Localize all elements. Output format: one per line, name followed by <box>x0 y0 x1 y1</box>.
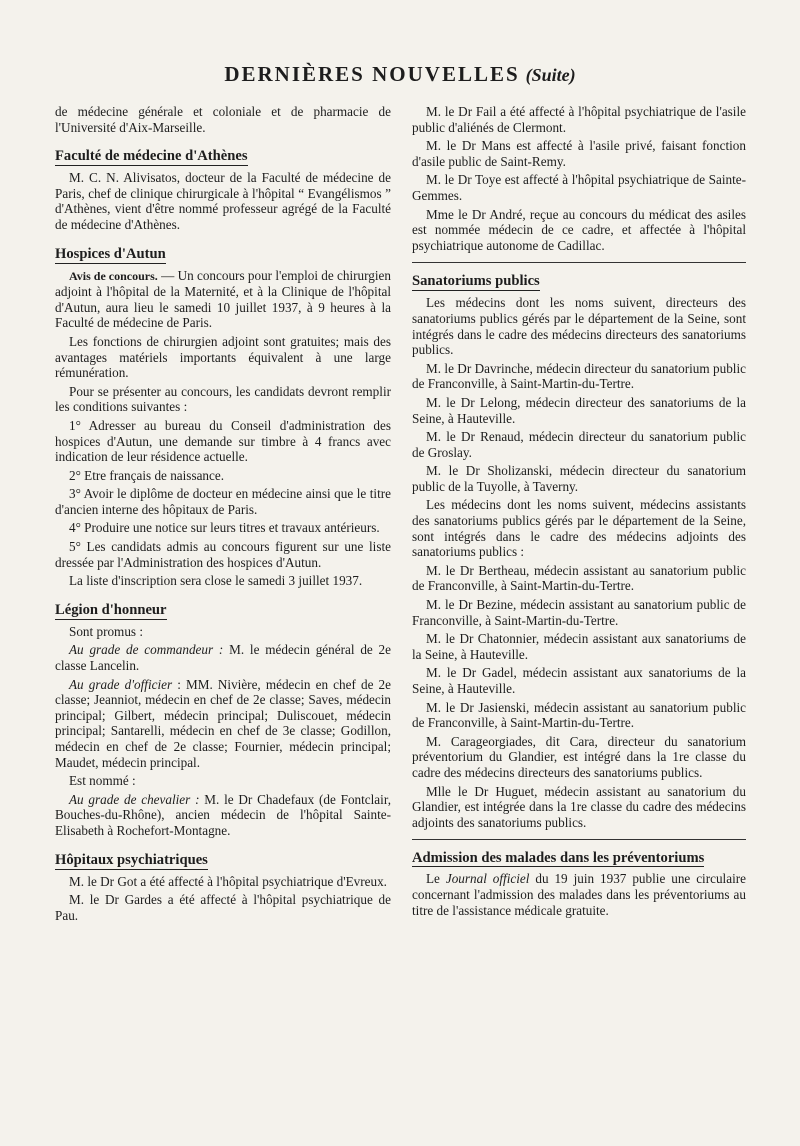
paragraph <box>412 871 746 918</box>
paragraph: M. le Dr Davrinche, médecin directeur du sanatorium public de Franconville, à Saint-Martin-du-Tertre. <box>412 360 746 392</box>
paragraph: La liste d'inscription sera close le samedi 3 juillet 1937. <box>69 573 363 589</box>
grade-text: M. le médecin général de 2e classe Lancelin. <box>55 642 392 674</box>
paragraph: Les fonctions de chirurgien adjoint sont gratuites; mais des avantages matériels importants équivalent à une large rémunération. <box>55 333 391 381</box>
section-title-hopitaux: Hôpitaux psychiatriques <box>55 851 208 868</box>
paragraph: M. le Dr Bertheau, médecin assistant au sanatorium public de Franconville, à Saint-Martin-du-Tertre. <box>412 562 746 594</box>
paragraph: 4° Produire une notice sur leurs titres et travaux antérieurs. <box>69 520 380 536</box>
header-title: DERNIÈRES NOUVELLES <box>224 62 520 86</box>
grade-label: Au grade de chevalier : <box>69 791 200 807</box>
paragraph: Les médecins dont les noms suivent, directeurs des sanatoriums publics gérés par le département de la Seine, sont intégrés dans le cadre des médecins directeurs des sanatoriums publics. <box>412 295 746 358</box>
section-divider <box>412 839 746 840</box>
paragraph <box>55 642 391 673</box>
paragraph: M. le Dr Renaud, médecin directeur du sanatorium public de Groslay. <box>412 429 746 460</box>
paragraph: M. Carageorgiades, dit Cara, directeur du sanatorium préventorium du Glandier, est intégré dans la 1re classe du cadre des médecins directeurs des sanatoriums publics. <box>412 733 746 780</box>
paragraph: M. le Dr Lelong, médecin directeur des sanatoriums de la Seine, à Hauteville. <box>412 394 746 426</box>
notice-lead: Avis de concours. <box>69 268 158 283</box>
paragraph <box>55 792 391 839</box>
paragraph: Pour se présenter au concours, les candidats devront remplir les conditions suivantes : <box>55 383 391 415</box>
section-title-text: Admission des malades dans les préventoriums <box>412 850 705 867</box>
header-suite: (Suite) <box>525 65 576 85</box>
section-title-autun: Hospices d'Autun <box>55 245 166 262</box>
grade-label: Au grade d'officier <box>69 676 173 692</box>
paragraph: de médecine générale et coloniale et de pharmacie de l'Université d'Aix-Marseille. <box>55 104 391 135</box>
paragraph: M. le Dr Toye est affecté à l'hôpital psychiatrique de Sainte-Gemmes. <box>412 172 746 203</box>
section-divider <box>412 262 746 263</box>
paragraph: M. le Dr Bezine, médecin assistant au sanatorium public de Franconville, à Saint-Martin-du-Tertre. <box>412 597 746 628</box>
paragraph: M. le Dr Jasienski, médecin assistant au sanatorium public de Franconville, à Saint-Martin-du-Tertre. <box>412 699 746 731</box>
right-column <box>412 104 746 921</box>
paragraph: 2° Etre français de naissance. <box>69 467 225 483</box>
paragraph: M. le Dr Sholizanski, médecin directeur du sanatorium public de la Tuyolle, à Taverny. <box>412 463 746 494</box>
notice-text: — Un concours pour l'emploi de chirurgien adjoint à l'hôpital de la Maternité, et à la Clinique de l'hôpital d'Autun, aura lieu le samedi 10 juillet 1937, à 9 heures à la Faculté de médecine de Paris. <box>55 267 392 331</box>
paragraph: M. le Dr Mans est affecté à l'asile privé, faisant fonction d'asile public de Saint-Remy. <box>412 138 746 169</box>
paragraph: Sont promus : <box>69 623 144 639</box>
paragraph <box>55 268 391 331</box>
paragraph <box>55 677 391 771</box>
grade-label: Au grade de commandeur : <box>69 642 224 658</box>
paragraph: M. le Dr Chatonnier, médecin assistant aux sanatoriums de la Seine, à Hauteville. <box>412 631 746 662</box>
left-column <box>55 104 391 926</box>
paragraph: M. le Dr Fail a été affecté à l'hôpital psychiatrique de l'asile public d'aliénés de Clermont. <box>412 104 746 135</box>
paragraph: M. le Dr Got a été affecté à l'hôpital psychiatrique d'Evreux. <box>69 873 387 889</box>
grade-text: M. le Dr Chadefaux (de Fontclair, Bouches-du-Rhône), ancien médecin de l'hôpital Sainte-Elisabeth à Rochefort-Montagne. <box>55 791 391 838</box>
paragraph: 5° Les candidats admis au concours figurent sur une liste dressée par l'Administration des hospices d'Autun. <box>55 539 391 570</box>
paragraph: 3° Avoir le diplôme de docteur en médecine ainsi que le titre d'ancien interne des hôpitaux de Paris. <box>55 486 391 517</box>
paragraph: M. le Dr Gardes a été affecté à l'hôpital psychiatrique de Pau. <box>55 892 391 923</box>
paragraph: M. C. N. Alivisatos, docteur de la Faculté de médecine de Paris, chef de clinique chirurgicale à l'hôpital “ Evangélismos ” d'Athènes, vient d'être nommé professeur agrégé de la Faculté de médecine d'Athènes. <box>55 170 391 232</box>
paragraph: Mlle le Dr Huguet, médecin assistant au sanatorium du Glandier, est intégrée dans la 1re classe du cadre des médecins adjoints des sanatoriums publics. <box>412 783 746 830</box>
section-title-sanatoriums: Sanatoriums publics <box>412 273 540 290</box>
page-header <box>0 62 800 87</box>
section-title-preventoriums <box>412 850 746 867</box>
section-title-athenes: Faculté de médecine d'Athènes <box>55 148 248 165</box>
section-title-legion: Légion d'honneur <box>55 601 167 618</box>
paragraph: 1° Adresser au bureau du Conseil d'administration des hospices d'Autun, une demande sur timbre à 4 francs avec indication de leur résidence actuelle. <box>55 417 391 465</box>
paragraph: Est nommé : <box>69 773 136 789</box>
grade-text: : MM. Nivière, médecin en chef de 2e classe; Jeanniot, médecin en chef de 2e classe; Saves, médecin principal; Gilbert, médecin principal; Duliscouet, médecin principal; Santarelli, médecin en chef de 3e classe; Godillon, médecin en chef de 2e classe; Fournier, médecin principal; Maudet, médecin principal. <box>55 676 391 770</box>
paragraph: Les médecins dont les noms suivent, médecins assistants des sanatoriums publics gérés par le département de la Seine, sont intégrés dans le cadre des médecins adjoints des sanatoriums publics : <box>412 497 746 560</box>
journal-title: Journal officiel <box>445 871 530 887</box>
paragraph: M. le Dr Gadel, médecin assistant aux sanatoriums de la Seine, à Hauteville. <box>412 665 746 696</box>
text: Le <box>426 871 446 887</box>
paragraph: Mme le Dr André, reçue au concours du médicat des asiles est nommée médecin de ce cadre, et affectée à l'hôpital psychiatrique autonome de Cadillac. <box>412 206 746 253</box>
text: du 19 juin 1937 publie une circulaire concernant l'admission des malades dans les préventoriums au titre de l'assistance médicale gratuite. <box>412 871 746 918</box>
